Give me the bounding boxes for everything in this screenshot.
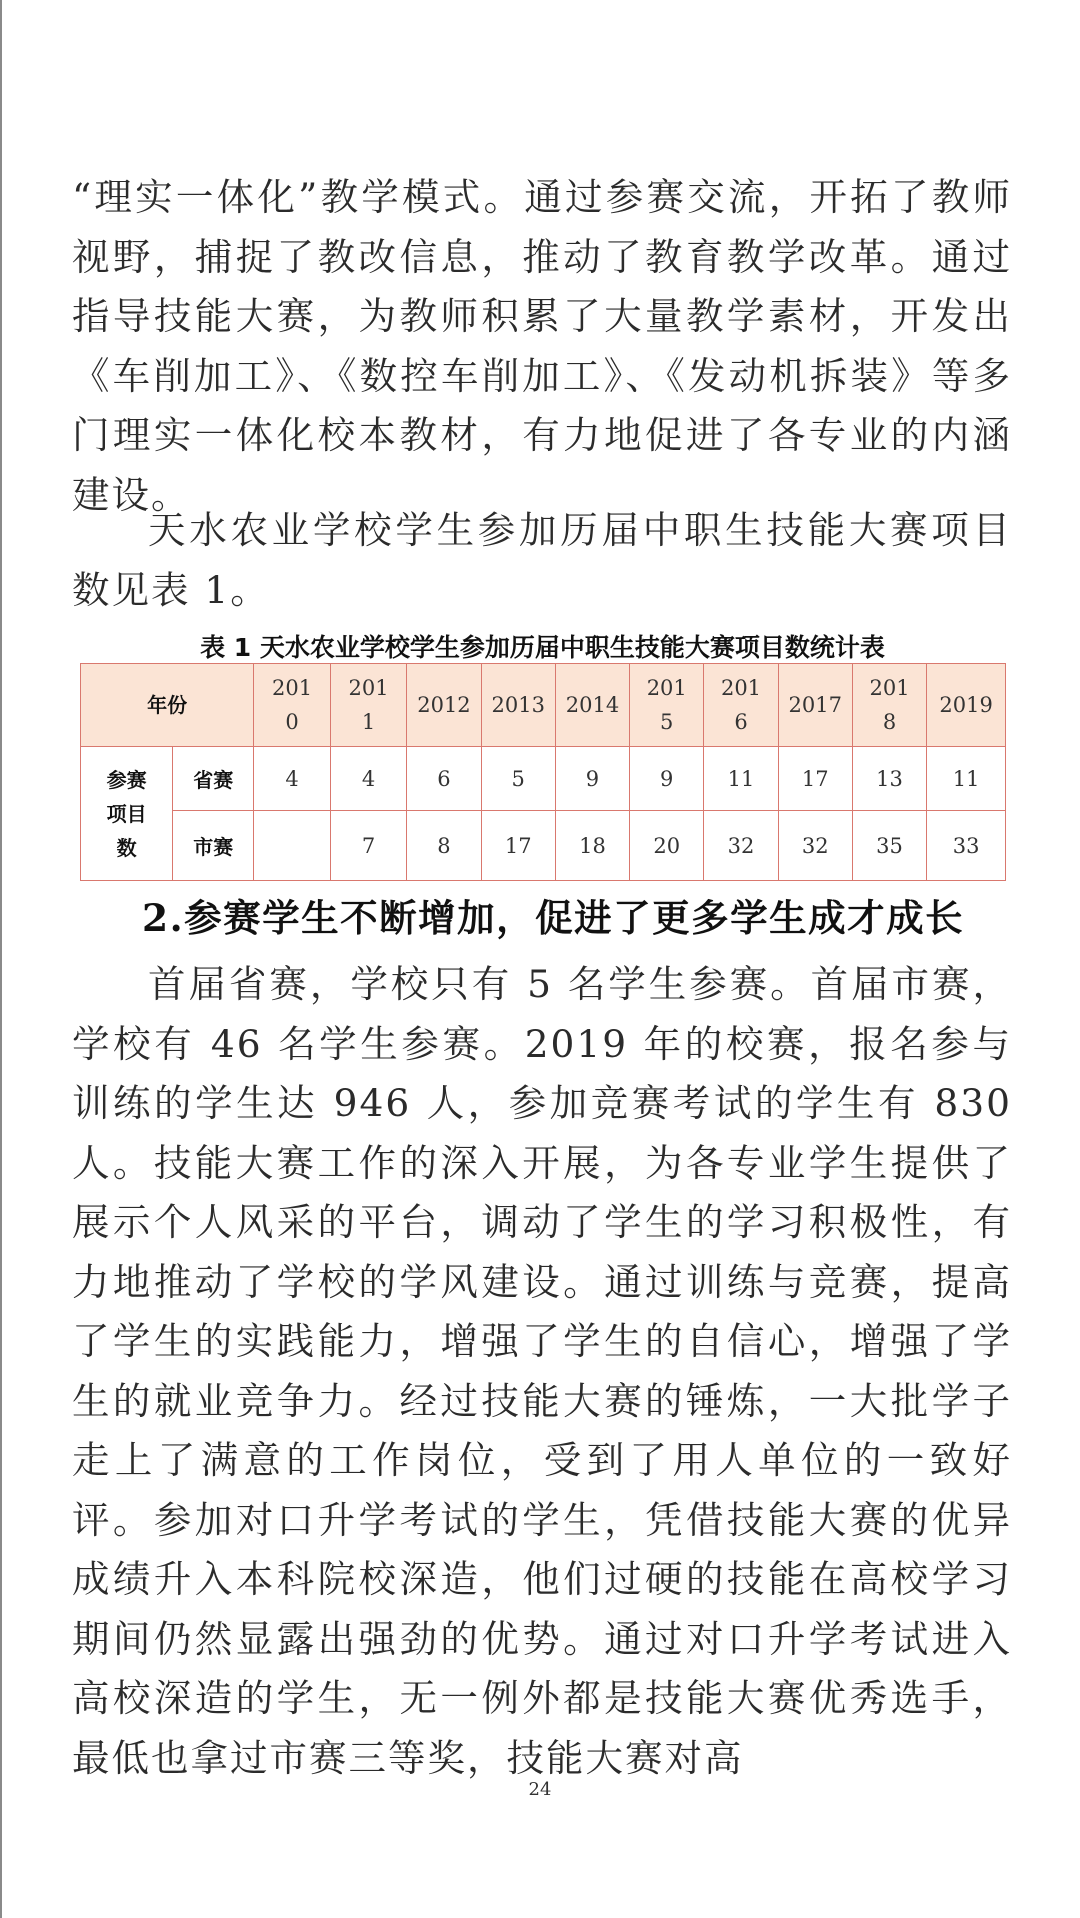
year-label: 2018 xyxy=(869,676,910,734)
paragraph-student-growth: 首届省赛，学校只有 5 名学生参赛。首届市赛，学校有 46 名学生参赛。2019 年的校赛，报名参与训练的学生达 946 人，参加竞赛考试的学生有 830 人。技能大赛工作的深入开展，为各专业学生提供了展示个人风采的平台，调动了学生的学习积极性，有力地推动了学校的学风建设。通过训练与竞赛，提高了学生的实践能力，增强了学生的自信心，增强了学生的就业竞争力。经过技能大赛的锤炼，一大批学子走上了满意的工作岗位，受到了用人单位的一致好评。参加对口升学考试的学生，凭借技能大赛的优异成绩升入本科院校深造，他们过硬的技能在高校学习期间仍然显露出强劲的优势。通过对口升学考试进入高校深造的学生，无一例外都是技能大赛优秀选手，最低也拿过市赛三等奖，技能大赛对高 xyxy=(72,962,1012,1780)
table-cell: 35 xyxy=(852,811,926,881)
table-cell: 18 xyxy=(555,811,629,881)
row-group-label-text: 参赛项目数 xyxy=(106,767,147,860)
table-cell: 13 xyxy=(852,747,926,811)
table-cell: 11 xyxy=(704,747,778,811)
table-caption: 表 1 天水农业学校学生参加历届中职生技能大赛项目数统计表 xyxy=(200,633,885,662)
year-cell: 2019 xyxy=(927,664,1006,747)
table-header-row xyxy=(81,664,1006,747)
paragraph-table-intro: 天水农业学校学生参加历届中职生技能大赛项目数见表 1。 xyxy=(72,508,1012,612)
table-cell: 17 xyxy=(778,747,852,811)
table-cell: 33 xyxy=(927,811,1006,881)
row-label-municipal: 市赛 xyxy=(173,811,254,881)
table-cell: 17 xyxy=(481,811,555,881)
year-cell xyxy=(330,664,407,747)
section-heading: 2.参赛学生不断增加，促进了更多学生成才成长 xyxy=(142,896,965,940)
page-number: 24 xyxy=(528,1779,552,1800)
year-cell xyxy=(704,664,778,747)
year-cell: 2012 xyxy=(407,664,481,747)
year-cell xyxy=(852,664,926,747)
table-cell: 32 xyxy=(778,811,852,881)
table-cell: 4 xyxy=(330,747,407,811)
year-cell: 2013 xyxy=(481,664,555,747)
row-group-label xyxy=(81,747,173,881)
year-label: 2015 xyxy=(646,676,687,734)
year-label: 2010 xyxy=(271,676,313,734)
year-cell xyxy=(630,664,704,747)
year-label: 2016 xyxy=(720,676,762,734)
table-cell: 4 xyxy=(254,747,331,811)
table-row-provincial xyxy=(81,747,1006,811)
table-cell: 8 xyxy=(407,811,481,881)
year-cell xyxy=(254,664,331,747)
table-cell: 7 xyxy=(330,811,407,881)
table-cell: 32 xyxy=(704,811,778,881)
table-cell xyxy=(254,811,331,881)
year-header-cell: 年份 xyxy=(81,664,254,747)
table-cell: 6 xyxy=(407,747,481,811)
competition-stats-table xyxy=(80,663,1006,881)
year-label: 2011 xyxy=(348,676,389,734)
table-cell: 11 xyxy=(927,747,1006,811)
table-row-municipal xyxy=(81,811,1006,881)
row-label-provincial: 省赛 xyxy=(173,747,254,811)
page-left-edge xyxy=(0,0,2,1918)
year-cell: 2014 xyxy=(555,664,629,747)
table-cell: 9 xyxy=(630,747,704,811)
paragraph-teaching-mode: “理实一体化”教学模式。通过参赛交流，开拓了教师视野，捕捉了教改信息，推动了教育教学改革。通过指导技能大赛，为教师积累了大量教学素材，开发出《车削加工》、《数控车削加工》、《发动机拆装》等多门理实一体化校本教材，有力地促进了各专业的内涵建设。 xyxy=(72,175,1012,517)
table-cell: 9 xyxy=(555,747,629,811)
year-cell: 2017 xyxy=(778,664,852,747)
table-cell: 20 xyxy=(630,811,704,881)
table-cell: 5 xyxy=(481,747,555,811)
